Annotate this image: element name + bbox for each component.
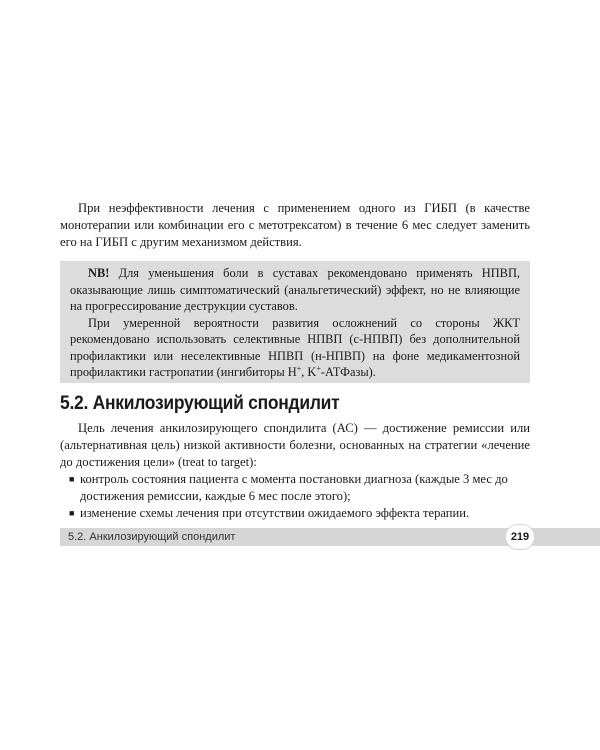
superscript-plus: + [296,363,302,373]
nb-label: NB! [88,266,110,280]
risk-text: При умеренной вероятности развития осложнений со стороны ЖКТ рекомендовано использовать селективные НПВП (с-НПВП) без дополнительной профилактики или неселективные НПВП (н-НПВП) на фоне медикаментозной профилактики гастропатии (ингибиторы H [70,315,520,379]
page-number: 219 [505,524,535,550]
section-heading: 5.2. Анкилозирующий спондилит [60,393,340,414]
intro-paragraph: При неэффективности лечения с применением одного из ГИБП (в качестве монотерапии или комбинации его с метотрексатом) в течение 6 мес следует заменить его на ГИБП с другим механизмом действия. [60,201,530,249]
bullet-list [60,471,530,522]
nb-paragraph [70,265,520,315]
superscript-plus: + [316,363,321,373]
list-item-text: контроль состояния пациента с момента постановки диагноза (каждые 3 мес до достижения ремиссии, каждые 6 мес после этого); [80,472,508,503]
nb-callout-box [60,261,530,383]
list-item-text: изменение схемы лечения при отсутствии ожидаемого эффекта терапии. [80,506,470,520]
risk-mid: , K [301,365,317,379]
risk-end: -АТФазы). [320,365,376,379]
goal-paragraph: Цель лечения анкилозирующего спондилита (АС) — достижение ремиссии или (альтернативная цель) низкой активности болезни, основанных на стратегии «лечение до достижения цели» (treat to target): [60,421,530,469]
running-title: 5.2. Анкилозирующий спондилит [68,531,236,543]
list-item [60,471,530,505]
square-bullet-icon: ■ [69,474,75,484]
risk-paragraph [70,315,520,381]
list-item [60,505,530,522]
nb-text: Для уменьшения боли в суставах рекомендовано применять НПВП, оказывающие лишь симптоматический (анальгетический) эффект, но не влияющие на прогрессирование деструкции суставов. [70,266,520,313]
square-bullet-icon: ■ [69,508,75,518]
